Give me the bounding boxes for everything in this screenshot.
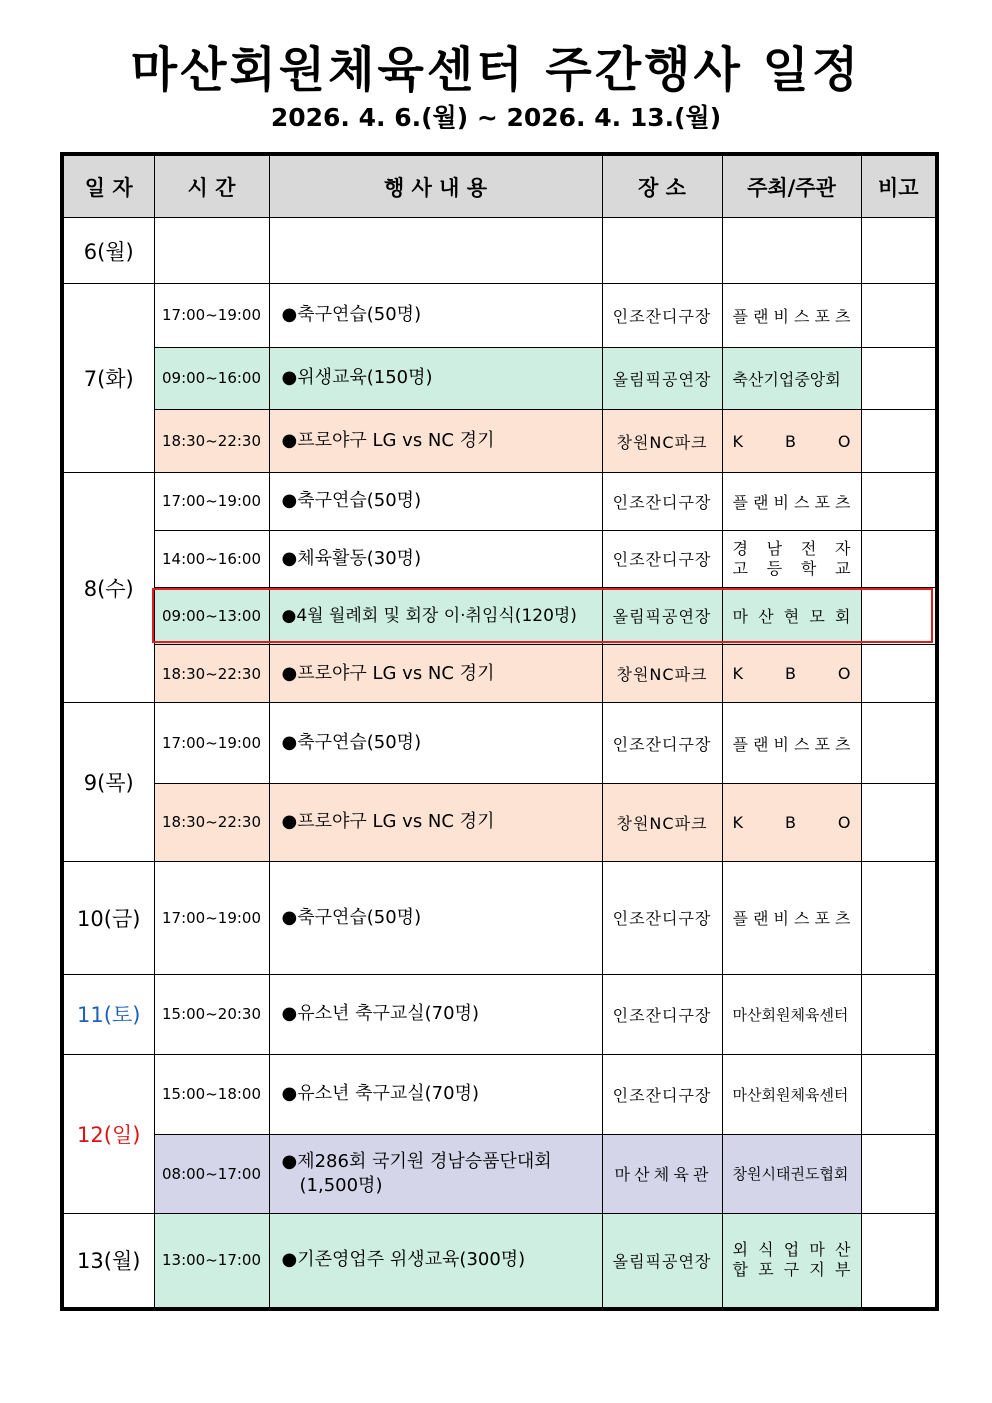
host-line1: 외 식 업 마 산	[732, 1240, 851, 1260]
event-cell: ●체육활동(30명)	[269, 530, 602, 587]
note-cell	[861, 1055, 937, 1134]
header-host: 주최/주관	[722, 154, 861, 218]
place-cell: 창원NC파크	[602, 783, 722, 861]
header-place: 장 소	[602, 154, 722, 218]
event-cell: ●위생교육(150명)	[269, 347, 602, 409]
time-cell: 14:00~16:00	[154, 530, 269, 587]
event-cell: ●축구연습(50명)	[269, 284, 602, 347]
table-row	[62, 645, 937, 703]
host-cell	[722, 409, 861, 472]
note-cell	[861, 530, 937, 587]
table-row	[62, 284, 937, 347]
time-cell: 17:00~19:00	[154, 703, 269, 783]
host-cell	[722, 530, 861, 587]
table-row	[62, 347, 937, 409]
host-cell	[722, 218, 861, 284]
header-time: 시 간	[154, 154, 269, 218]
host-cell	[722, 703, 861, 783]
event-cell: ●프로야구 LG vs NC 경기	[269, 783, 602, 861]
header-date: 일 자	[62, 154, 154, 218]
day-cell: 6(월)	[62, 218, 154, 284]
event-cell: ●유소년 축구교실(70명)	[269, 1055, 602, 1134]
event-line2: (1,500명)	[299, 1174, 383, 1196]
event-cell: ●프로야구 LG vs NC 경기	[269, 645, 602, 703]
host-cell: 축산기업중앙회	[722, 347, 861, 409]
time-cell: 18:30~22:30	[154, 645, 269, 703]
place-cell: 올림픽공연장	[602, 347, 722, 409]
event-cell	[269, 1134, 602, 1213]
table-row	[62, 587, 937, 644]
day-cell: 10(금)	[62, 862, 154, 975]
day-cell: 13(월)	[62, 1213, 154, 1309]
note-cell	[861, 862, 937, 975]
host-line2: 고 등 학 교	[732, 558, 851, 578]
time-cell: 09:00~16:00	[154, 347, 269, 409]
host-cell: 창원시태권도협회	[722, 1134, 861, 1213]
host-text: 플 랜 비 스 포 츠	[732, 306, 851, 326]
time-cell	[154, 218, 269, 284]
host-text: 플 랜 비 스 포 츠	[732, 734, 851, 754]
note-cell	[861, 645, 937, 703]
time-cell: 18:30~22:30	[154, 409, 269, 472]
note-cell	[861, 473, 937, 530]
table-row	[62, 1213, 937, 1309]
event-cell: ●4월 월례회 및 회장 이·취임식(120명)	[269, 587, 602, 644]
host-cell: 마산회원체육센터	[722, 1055, 861, 1134]
place-cell: 창원NC파크	[602, 645, 722, 703]
schedule-table	[60, 152, 939, 1311]
time-cell: 18:30~22:30	[154, 783, 269, 861]
place-text: 마 산 체 육 관	[614, 1165, 710, 1185]
note-cell	[861, 974, 937, 1054]
header-event: 행 사 내 용	[269, 154, 602, 218]
note-cell	[861, 1213, 937, 1309]
table-row	[62, 218, 937, 284]
host-cell: 마산회원체육센터	[722, 974, 861, 1054]
time-cell: 17:00~19:00	[154, 473, 269, 530]
event-cell: ●축구연습(50명)	[269, 703, 602, 783]
host-text: 플 랜 비 스 포 츠	[732, 492, 851, 512]
host-cell	[722, 1213, 861, 1309]
place-cell: 인조잔디구장	[602, 974, 722, 1054]
note-cell	[861, 347, 937, 409]
place-cell: 올림픽공연장	[602, 1213, 722, 1309]
table-row	[62, 473, 937, 530]
time-cell: 15:00~20:30	[154, 974, 269, 1054]
table-row	[62, 1055, 937, 1134]
note-cell	[861, 783, 937, 861]
note-cell	[861, 703, 937, 783]
host-text: 플 랜 비 스 포 츠	[732, 909, 851, 929]
place-cell: 인조잔디구장	[602, 473, 722, 530]
host-text: K B O	[732, 431, 851, 451]
place-cell: 인조잔디구장	[602, 862, 722, 975]
day-cell: 9(목)	[62, 703, 154, 862]
place-cell	[602, 218, 722, 284]
table-row	[62, 1134, 937, 1213]
event-cell: ●축구연습(50명)	[269, 862, 602, 975]
host-cell	[722, 284, 861, 347]
note-cell	[861, 587, 937, 644]
day-cell: 11(토)	[62, 974, 154, 1054]
table-row	[62, 974, 937, 1054]
event-cell: ●유소년 축구교실(70명)	[269, 974, 602, 1054]
day-cell: 7(화)	[62, 284, 154, 473]
header-note: 비고	[861, 154, 937, 218]
host-cell	[722, 645, 861, 703]
table-row	[62, 783, 937, 861]
event-line1: ●제286회 국기원 경남승품단대회	[281, 1150, 552, 1172]
host-text: K B O	[732, 812, 851, 832]
time-cell: 15:00~18:00	[154, 1055, 269, 1134]
table-row	[62, 862, 937, 975]
table-row	[62, 703, 937, 783]
time-cell: 09:00~13:00	[154, 587, 269, 644]
event-cell: ●축구연습(50명)	[269, 473, 602, 530]
host-cell	[722, 783, 861, 861]
time-cell: 17:00~19:00	[154, 862, 269, 975]
table-row	[62, 530, 937, 587]
note-cell	[861, 284, 937, 347]
place-cell	[602, 1134, 722, 1213]
place-cell: 인조잔디구장	[602, 703, 722, 783]
host-line2: 합 포 구 지 부	[732, 1260, 851, 1280]
host-cell	[722, 473, 861, 530]
time-cell: 08:00~17:00	[154, 1134, 269, 1213]
host-text: K B O	[732, 664, 851, 684]
event-cell	[269, 218, 602, 284]
time-cell: 17:00~19:00	[154, 284, 269, 347]
day-cell: 8(수)	[62, 473, 154, 703]
place-cell: 인조잔디구장	[602, 530, 722, 587]
time-cell: 13:00~17:00	[154, 1213, 269, 1309]
event-cell: ●프로야구 LG vs NC 경기	[269, 409, 602, 472]
host-cell	[722, 587, 861, 644]
date-range: 2026. 4. 6.(월) ~ 2026. 4. 13.(월)	[270, 103, 722, 132]
day-cell: 12(일)	[62, 1055, 154, 1214]
page-title: 마산회원체육센터 주간행사 일정	[130, 42, 862, 98]
host-text: 마 산 현 모 회	[732, 607, 851, 627]
note-cell	[861, 1134, 937, 1213]
host-line1: 경 남 전 자	[732, 538, 851, 558]
table-row	[62, 409, 937, 472]
place-cell: 올림픽공연장	[602, 587, 722, 644]
place-cell: 인조잔디구장	[602, 284, 722, 347]
host-cell	[722, 862, 861, 975]
place-cell: 창원NC파크	[602, 409, 722, 472]
event-cell: ●기존영업주 위생교육(300명)	[269, 1213, 602, 1309]
note-cell	[861, 218, 937, 284]
header-row	[62, 154, 937, 218]
place-cell: 인조잔디구장	[602, 1055, 722, 1134]
note-cell	[861, 409, 937, 472]
